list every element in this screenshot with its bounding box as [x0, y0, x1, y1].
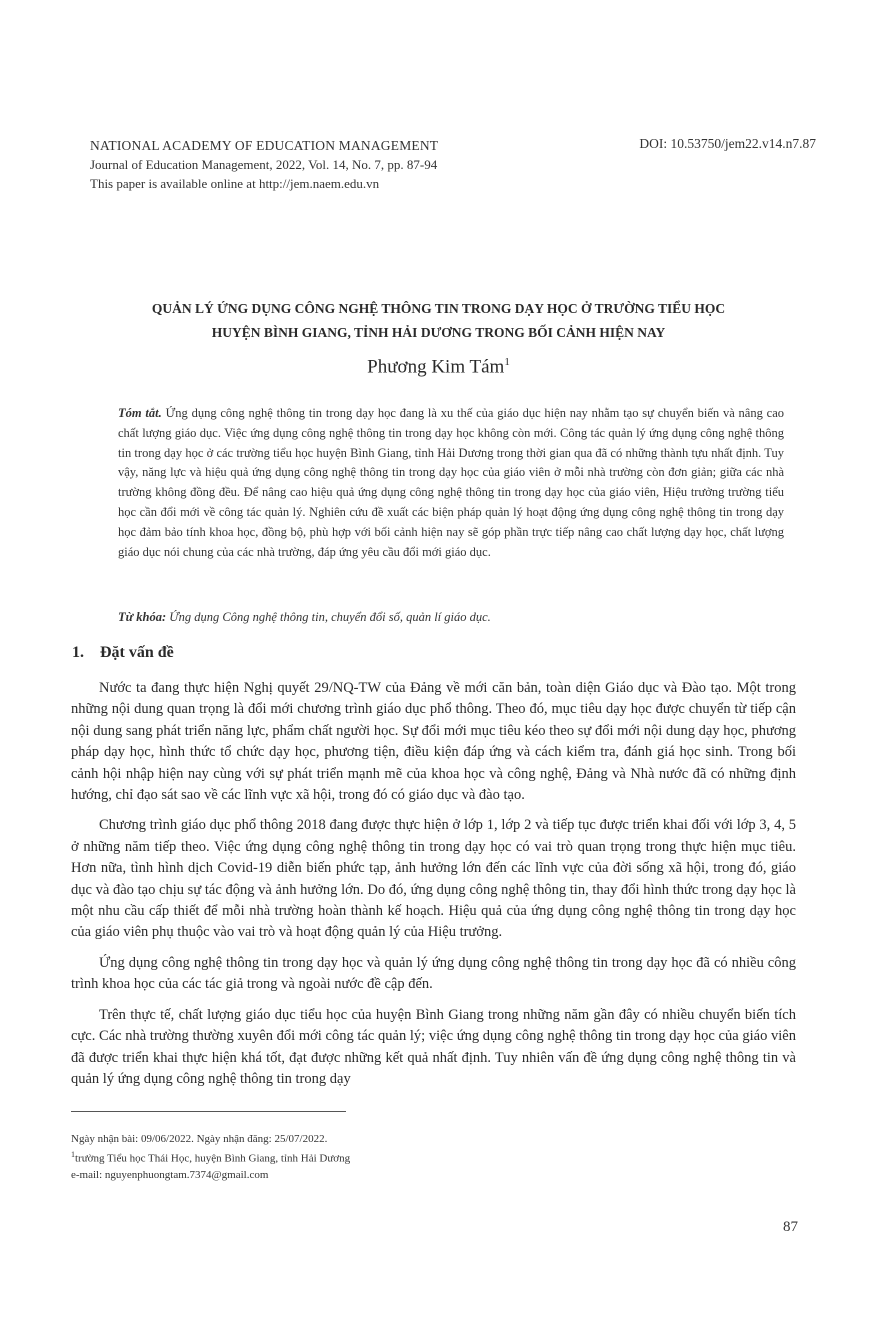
abstract	[118, 404, 784, 562]
journal-header	[90, 136, 438, 193]
title-line-1: QUẢN LÝ ỨNG DỤNG CÔNG NGHỆ THÔNG TIN TRONG DẠY HỌC Ở TRƯỜNG TIỂU HỌC	[151, 301, 726, 316]
footnote-dates: Ngày nhận bài: 09/06/2022. Ngày nhận đăng: 25/07/2022.	[71, 1133, 328, 1145]
section-title: Đặt vấn đề	[100, 644, 174, 661]
footnote-divider	[71, 1111, 346, 1112]
paper-title	[70, 297, 807, 345]
body-paragraph: Chương trình giáo dục phổ thông 2018 đang được thực hiện ở lớp 1, lớp 2 và tiếp tục được triển khai đối với lớp 3, 4, 5 ở những năm tiếp theo. Việc ứng dụng công nghệ thông tin trong dạy học có vai trò quan trọng trong thực hiện mục tiêu. Hơn nữa, tình hình dịch Covid-19 diễn biến phức tạp, ảnh hưởng lớn đến các lĩnh vực của đời sống xã hội, trong đó, giáo dục và đào tạo chịu sự tác động và ảnh hưởng lớn. Do đó, ứng dụng công nghệ thông tin, thay đổi hình thức trong dạy học là một nhu cầu cấp thiết để mỗi nhà trường hoàn thành kế hoạch. Hiệu quả của ứng dụng công nghệ thông tin trong dạy học của giáo viên phụ thuộc vào vai trò và hoạt động quản lý của Hiệu trưởng.	[71, 817, 796, 941]
footnote-email: e-mail: nguyenphuongtam.7374@gmail.com	[71, 1168, 269, 1181]
footnote-affiliation	[71, 1147, 350, 1167]
title-line-2: HUYỆN BÌNH GIANG, TỈNH HẢI DƯƠNG TRONG BỐI CẢNH HIỆN NAY	[211, 325, 666, 340]
section-body	[71, 678, 796, 1099]
section-number: 1.	[72, 644, 84, 661]
body-paragraph: Trên thực tế, chất lượng giáo dục tiểu học của huyện Bình Giang trong những năm gần đây có nhiều chuyển biến tích cực. Các nhà trường thường xuyên đổi mới công tác quản lý; việc ứng dụng công nghệ thông tin trong dạy học của giáo viên đã được triển khai thực hiện khá tốt, đạt được những kết quả nhất định. Tuy nhiên vấn đề ứng dụng công nghệ thông tin và quản lý ứng dụng công nghệ thông tin trong dạy	[71, 1006, 796, 1087]
page-number: 87	[783, 1219, 798, 1235]
author	[0, 356, 877, 378]
keywords-text: Ứng dụng Công nghệ thông tin, chuyển đổi số, quản lí giáo dục.	[169, 610, 491, 624]
publisher-name: NATIONAL ACADEMY OF EDUCATION MANAGEMENT	[90, 138, 439, 153]
body-paragraph: Nước ta đang thực hiện Nghị quyết 29/NQ-TW của Đảng về mới căn bản, toàn diện Giáo dục và Đào tạo. Một trong những nội dung quan trọng là đổi mới chương trình giáo dục phổ thông. Theo đó, mục tiêu dạy học được chuyển từ tiếp cận nội dung sang phát triển năng lực, phẩm chất người học. Sự đổi mới mục tiêu kéo theo sự đổi mới nội dung dạy học, phương pháp dạy học, hình thức tổ chức dạy học, phương tiện, điều kiện đáp ứng và cách kiểm tra, đánh giá học sinh. Trong bối cảnh hội nhập hiện nay cùng với sự phát triển mạnh mẽ của khoa học và công nghệ, Đảng và Nhà nước đã có những định hướng, chỉ đạo sát sao về các lĩnh vực xã hội, trong đó có giáo dục và đào tạo.	[71, 680, 796, 804]
author-name: Phương Kim Tám	[367, 356, 505, 378]
author-affiliation-mark: 1	[504, 356, 510, 368]
keywords-label: Từ khóa:	[118, 610, 167, 624]
affiliation-text: trường Tiểu học Thái Học, huyện Bình Giang, tỉnh Hải Dương	[75, 1152, 351, 1165]
journal-citation: Journal of Education Management, 2022, Vol. 14, No. 7, pp. 87-94	[90, 157, 438, 172]
section-heading	[72, 644, 174, 662]
footnotes	[71, 1131, 350, 1183]
body-paragraph: Ứng dụng công nghệ thông tin trong dạy học và quản lý ứng dụng công nghệ thông tin trong dạy học đã có nhiều công trình khoa học của các tác giả trong và ngoài nước đề cập đến.	[71, 954, 796, 993]
online-availability: This paper is available online at http://jem.naem.edu.vn	[90, 176, 380, 191]
doi: DOI: 10.53750/jem22.v14.n7.87	[639, 136, 816, 151]
footnote-mark: 1	[71, 1150, 75, 1159]
keywords	[118, 610, 784, 625]
abstract-label: Tóm tắt.	[118, 406, 162, 420]
abstract-text: Ứng dụng công nghệ thông tin trong dạy học đang là xu thế của giáo dục hiện nay nhằm tạo sự chuyển biến và nâng cao chất lượng giáo dục. Việc ứng dụng công nghệ thông tin trong dạy học không còn mới. Công tác quản lý ứng dụng công nghệ thông tin trong dạy học ở các trường tiểu học huyện Bình Giang, tỉnh Hải Dương trong thời gian qua đã có những thành tựu nhất định. Tuy vậy, năng lực và hiệu quả ứng dụng công nghệ thông tin trong dạy học của giáo viên ở mỗi nhà trường còn đơn giản; giữa các nhà trường không đồng đều. Để nâng cao hiệu quả ứng dụng công nghệ thông tin trong dạy học của giáo viên, Hiệu trưởng trường tiểu học cần đổi mới về công tác quản lý. Nghiên cứu đề xuất các biện pháp quản lý hoạt động ứng dụng công nghệ thông tin trong dạy học đảm bảo tính khoa học, đồng bộ, phù hợp với bối cảnh hiện nay sẽ góp phần trực tiếp nâng cao chất lượng dạy học, chất lượng giáo dục nói chung của các nhà trường, đáp ứng yêu cầu đổi mới giáo dục.	[118, 406, 785, 559]
